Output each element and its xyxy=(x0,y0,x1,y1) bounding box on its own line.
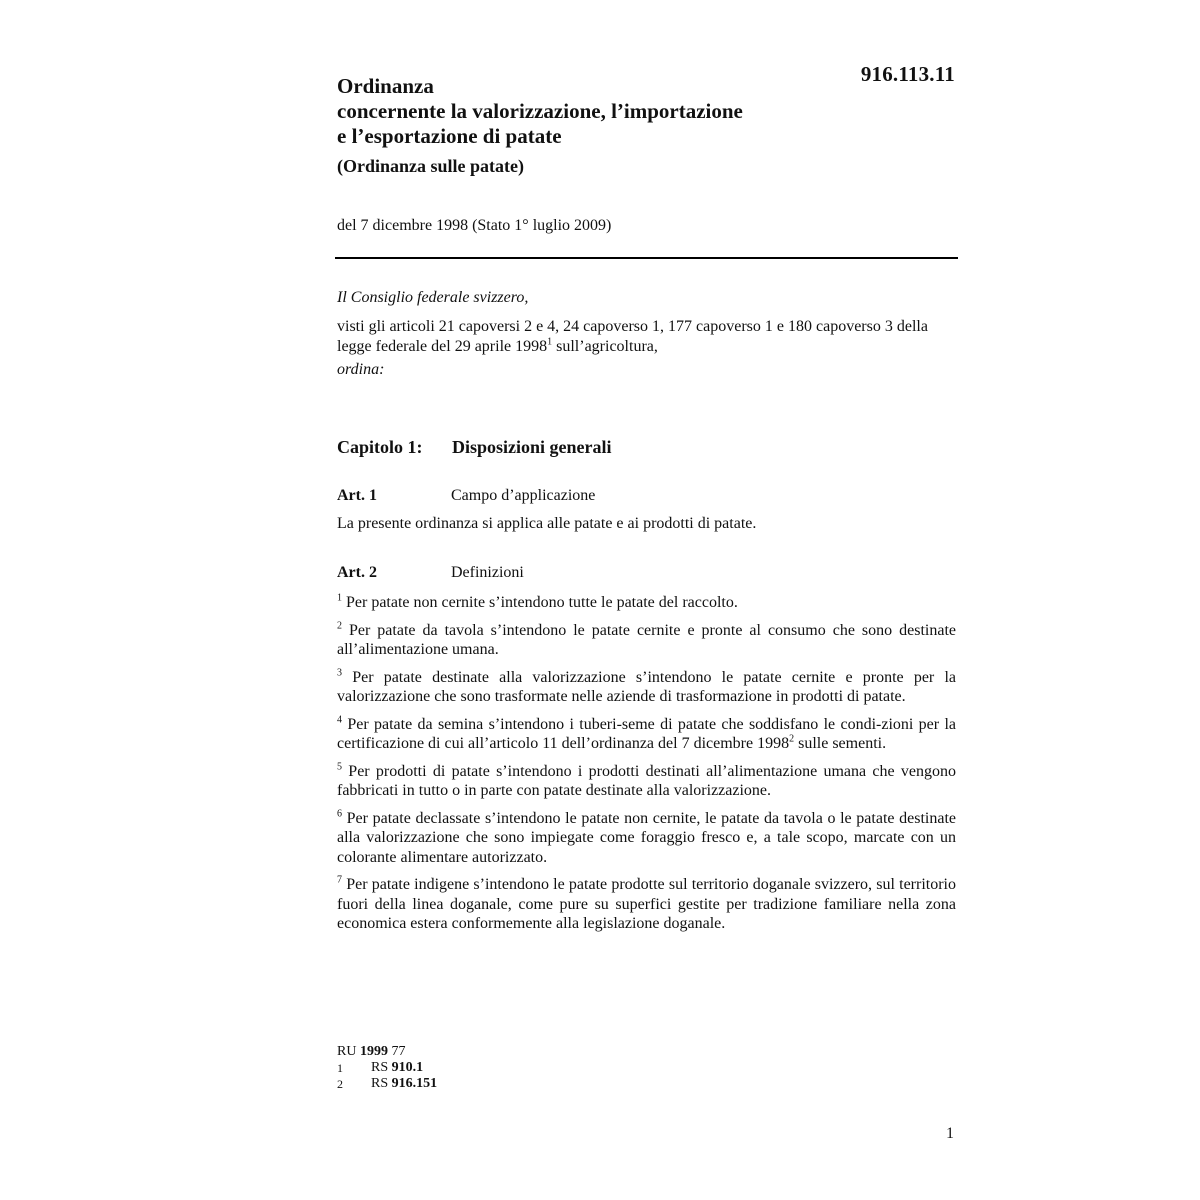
article-2-paragraph-6 xyxy=(337,809,956,868)
article-2-paragraph-3 xyxy=(337,668,956,707)
article-1-text: La presente ordinanza si applica alle patate e ai prodotti di patate. xyxy=(337,515,757,532)
paragraph-text: Per patate destinate alla valorizzazione s’intendono le patate cernite e pronte per la valorizzazione che sono trasformate nelle aziende di trasformazione in prodotti di patate. xyxy=(337,668,956,705)
preamble-basis-text-end: sull’agricoltura, xyxy=(552,338,658,355)
footnote-prefix: RS xyxy=(371,1076,392,1091)
chapter-title: Disposizioni generali xyxy=(452,437,612,457)
paragraph-number: 4 xyxy=(337,714,342,726)
article-2-number: Art. 2 xyxy=(337,564,377,581)
ru-prefix: RU xyxy=(337,1044,360,1059)
preamble xyxy=(337,288,957,380)
footnotes xyxy=(337,1044,437,1092)
footnote-2 xyxy=(337,1076,437,1092)
footnote-text xyxy=(371,1076,437,1092)
article-1-title: Campo d’applicazione xyxy=(451,487,596,504)
preamble-authority: Il Consiglio federale svizzero, xyxy=(337,289,529,306)
date-line: del 7 dicembre 1998 (Stato 1° luglio 2009) xyxy=(337,217,612,234)
title-line-3: e l’esportazione di patate xyxy=(337,124,562,148)
footnote-number: 2 xyxy=(337,1077,343,1091)
article-2-body xyxy=(337,593,956,942)
paragraph-number: 1 xyxy=(337,592,342,604)
paragraph-text: Per patate da tavola s’intendono le patate cernite e pronte al consumo che sono destinate all’alimentazione umana. xyxy=(337,621,956,658)
footnote-prefix: RS xyxy=(371,1060,392,1075)
article-2-paragraph-4 xyxy=(337,715,956,754)
page-number: 1 xyxy=(946,1125,954,1142)
footnote-text xyxy=(371,1060,423,1076)
short-title: (Ordinanza sulle patate) xyxy=(337,156,524,176)
title-line-2: concernente la valorizzazione, l’importazione xyxy=(337,99,743,123)
paragraph-text-end: sulle sementi. xyxy=(794,735,887,752)
paragraph-number: 2 xyxy=(337,620,342,632)
paragraph-text: Per prodotti di patate s’intendono i prodotti destinati all’alimentazione umana che vengono fabbricati in tutto o in parte con patate destinate alla valorizzazione. xyxy=(337,762,956,799)
article-2-paragraph-5 xyxy=(337,762,956,801)
article-2-paragraph-2 xyxy=(337,621,956,660)
article-1-number: Art. 1 xyxy=(337,487,377,504)
ru-page: 77 xyxy=(387,1044,406,1059)
footnote-ref[interactable]: 910.1 xyxy=(391,1060,424,1075)
title-line-1: Ordinanza xyxy=(337,74,434,98)
paragraph-number: 5 xyxy=(337,761,342,773)
chapter-heading xyxy=(337,437,612,458)
paragraph-text: Per patate declassate s’intendono le patate non cernite, le patate da tavola o le patate destinate alla valorizzazione che sono impiegate come foraggio fresco e, a tale scopo, marcate con un colorante alimentare autorizzato. xyxy=(337,809,956,866)
paragraph-number: 6 xyxy=(337,808,342,820)
paragraph-text: Per patate non cernite s’intendono tutte le patate del raccolto. xyxy=(342,594,738,611)
ru-year: 1999 xyxy=(359,1044,388,1059)
paragraph-text: Per patate indigene s’intendono le patate prodotte sul territorio doganale svizzero, sul territorio fuori della linea doganale, come pure su superfici gestite per tradizione familiare nella zona economica estera conformemente alla legislazione doganale. xyxy=(337,876,956,932)
paragraph-number: 3 xyxy=(337,667,342,679)
title-block xyxy=(337,74,877,177)
preamble-basis xyxy=(337,317,957,357)
preamble-basis-text: visti gli articoli 21 capoversi 2 e 4, 24 capoverso 1, 177 capoverso 1 e 180 capoverso 3 della legge federale del 29 aprile 1998 xyxy=(337,318,928,355)
article-2-title: Definizioni xyxy=(451,564,524,581)
paragraph-number: 7 xyxy=(337,874,342,886)
article-2-paragraph-1 xyxy=(337,593,956,613)
article-1-heading xyxy=(337,487,595,505)
preamble-ordina: ordina: xyxy=(337,361,385,378)
footnote-number: 1 xyxy=(337,1061,343,1075)
article-2-paragraph-7 xyxy=(337,875,956,934)
sr-number: 916.113.11 xyxy=(860,62,955,86)
footnote-ref-1[interactable]: 1 xyxy=(547,336,553,348)
official-collection-ref xyxy=(337,1044,437,1060)
paragraph-text: Per patate da semina s’intendono i tuberi-seme di patate che soddisfano le condi-zioni per la certificazione di cui all’articolo 11 dell’ordinanza del 7 dicembre 1998 xyxy=(337,715,956,752)
article-2-heading xyxy=(337,564,524,582)
footnote-ref-2[interactable]: 2 xyxy=(789,733,795,745)
footnote-ref[interactable]: 916.151 xyxy=(391,1076,438,1091)
chapter-number: Capitolo 1: xyxy=(337,437,423,457)
footnote-1 xyxy=(337,1060,437,1076)
title-divider xyxy=(335,257,958,259)
